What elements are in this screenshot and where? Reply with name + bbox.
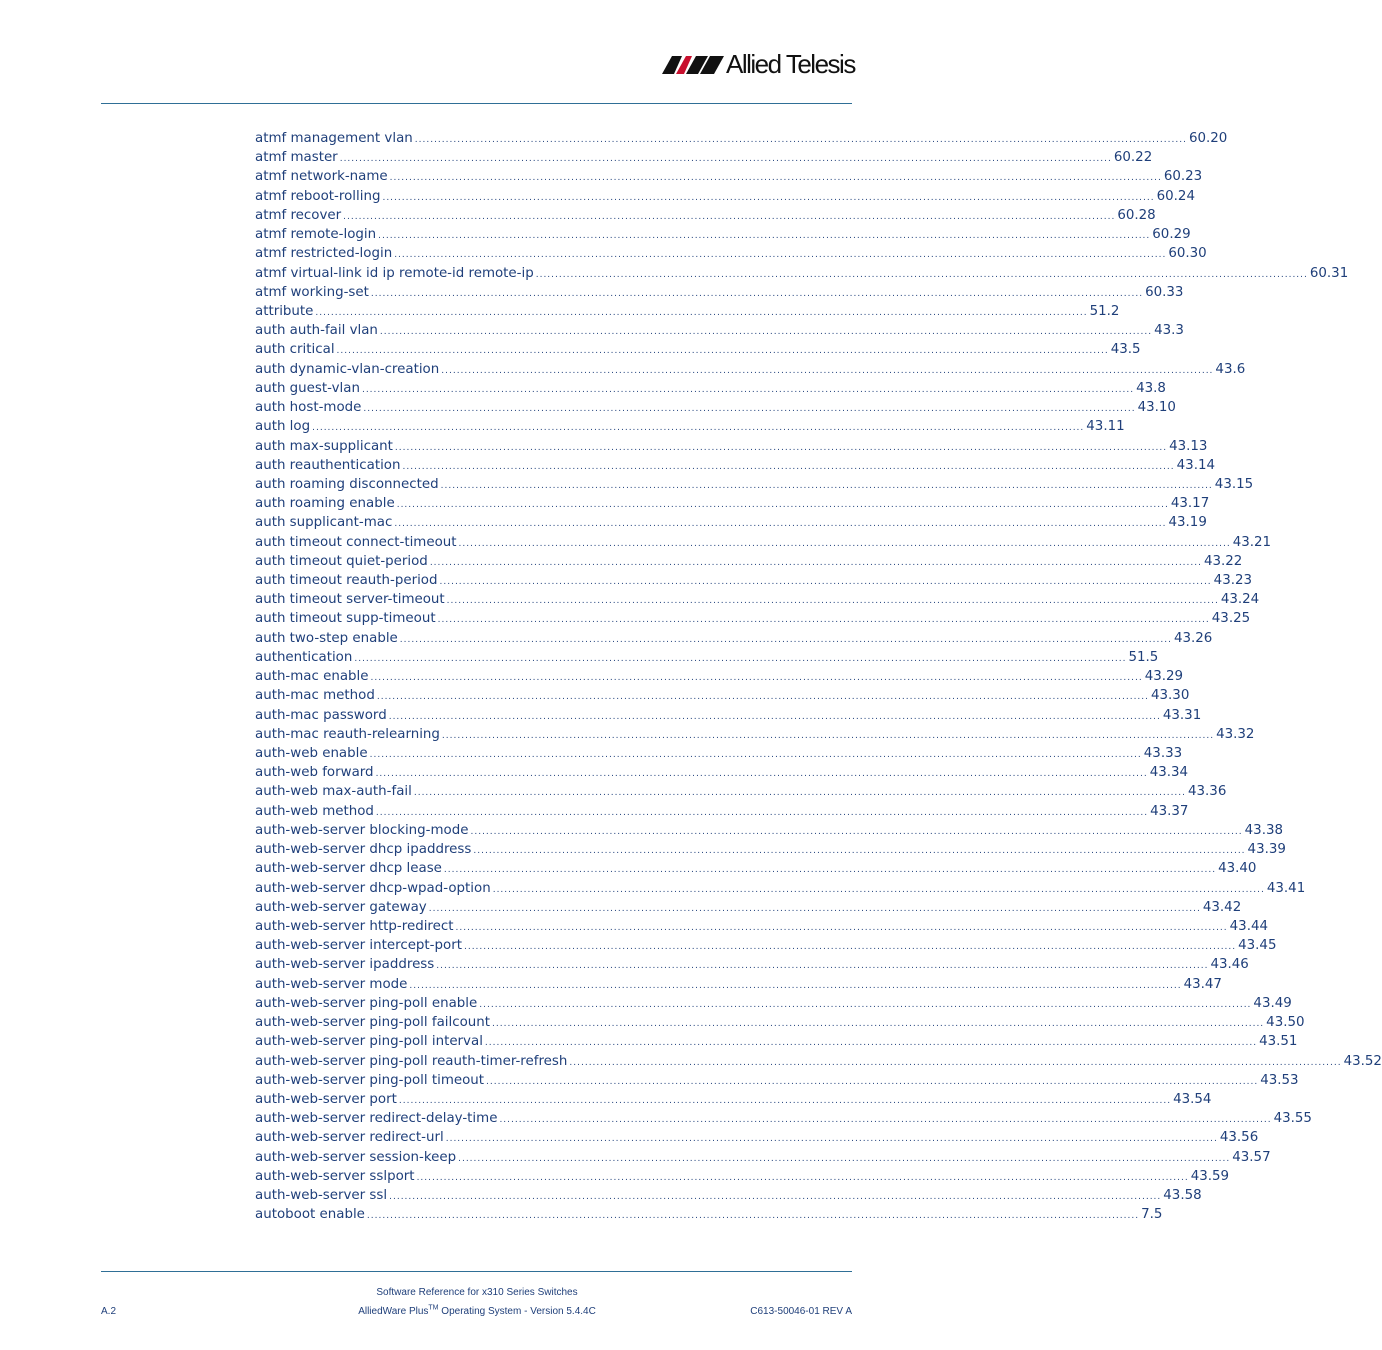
- index-entry-page: 60.23: [1163, 169, 1203, 185]
- index-entry-term: auth log: [255, 419, 311, 435]
- dot-leader: ........................................................................................................................................................................................................: [439, 577, 1212, 588]
- index-entry-page: 43.21: [1232, 534, 1272, 550]
- index-entry-term: auth-web method: [255, 803, 374, 819]
- index-entry-term: auth-web-server http-redirect: [255, 918, 454, 934]
- index-entry-page: 43.40: [1218, 861, 1257, 877]
- index-entry-page: 43.8: [1136, 380, 1166, 396]
- index-entry-term: atmf recover: [255, 207, 342, 223]
- dot-leader: ........................................................................................................................................................................................................: [441, 730, 1215, 741]
- dot-leader: ........................................................................................................................................................................................................: [445, 1134, 1218, 1145]
- dot-leader: ........................................................................................................................................................................................................: [458, 538, 1231, 549]
- dot-leader: ........................................................................................................................................................................................................: [463, 942, 1237, 953]
- index-entry-page: 43.52: [1343, 1053, 1382, 1069]
- index-entry-page: 60.28: [1117, 207, 1156, 223]
- index-entry-term: auth timeout server-timeout: [255, 592, 445, 608]
- dot-leader: ........................................................................................................................................................................................................: [366, 1211, 1140, 1222]
- index-entry-page: 43.37: [1150, 803, 1189, 819]
- dot-leader: ........................................................................................................................................................................................................: [354, 653, 1127, 664]
- dot-leader: ........................................................................................................................................................................................................: [470, 826, 1243, 837]
- index-entry[interactable]: [255, 398, 1176, 417]
- header-rule: [101, 103, 852, 104]
- index-entry-page: 43.47: [1183, 976, 1222, 992]
- index-entry-term: auth-mac password: [255, 707, 387, 723]
- index-entry[interactable]: [255, 648, 1159, 667]
- index-entry-term: auth-web-server mode: [255, 976, 408, 992]
- index-entry-page: 43.6: [1215, 361, 1246, 377]
- dot-leader: ........................................................................................................................................................................................................: [443, 865, 1217, 876]
- footer-rule: [101, 1271, 852, 1272]
- logo-text: Allied Telesis: [726, 48, 855, 79]
- index-entry-page: 7.5: [1141, 1207, 1163, 1223]
- index-entry-term: auth roaming disconnected: [255, 476, 439, 492]
- dot-leader: ........................................................................................................................................................................................................: [409, 980, 1182, 991]
- index-entry[interactable]: [255, 206, 1156, 225]
- index-entry-term: atmf management vlan: [255, 131, 413, 146]
- index-entry[interactable]: [255, 552, 1243, 571]
- index-entry-term: auth host-mode: [255, 400, 362, 416]
- index-entry-term: auth-web-server redirect-delay-time: [255, 1111, 498, 1127]
- index-entry-term: atmf network-name: [255, 169, 388, 185]
- index-entry-term: auth-web max-auth-fail: [255, 784, 412, 800]
- index-entry-page: 43.31: [1162, 707, 1202, 723]
- index-entry-term: autoboot enable: [255, 1207, 365, 1223]
- index-entry-term: auth-web-server ssl: [255, 1188, 388, 1204]
- dot-leader: ........................................................................................................................................................................................................: [458, 1153, 1231, 1164]
- index-entry-page: 43.46: [1210, 957, 1249, 973]
- index-entry[interactable]: [255, 975, 1222, 994]
- index-entry[interactable]: [255, 879, 1306, 898]
- index-entry[interactable]: [255, 283, 1184, 302]
- logo-mark-icon: [662, 52, 724, 76]
- index-entry[interactable]: [255, 360, 1246, 379]
- dot-leader: ........................................................................................................................................................................................................: [473, 846, 1246, 857]
- index-entry[interactable]: [255, 264, 1349, 283]
- index-entry-term: authentication: [255, 649, 353, 665]
- index-entry-page: 43.42: [1202, 899, 1242, 915]
- dot-leader: ........................................................................................................................................................................................................: [394, 250, 1167, 261]
- index-entry-page: 43.53: [1260, 1072, 1299, 1088]
- index-entry-term: auth-mac method: [255, 688, 375, 704]
- index-entry-term: atmf virtual-link id ip remote-id remote-ip: [255, 265, 534, 281]
- index-entry-page: 43.24: [1220, 592, 1260, 608]
- index-entry[interactable]: [255, 706, 1202, 725]
- index-entry[interactable]: [255, 629, 1213, 648]
- dot-leader: ........................................................................................................................................................................................................: [343, 211, 1116, 222]
- dot-leader: ........................................................................................................................................................................................................: [399, 634, 1172, 645]
- dot-leader: ........................................................................................................................................................................................................: [428, 903, 1201, 914]
- index-entry-term: auth-web-server ping-poll reauth-timer-refresh: [255, 1053, 568, 1069]
- index-entry[interactable]: [255, 187, 1195, 206]
- index-entry[interactable]: [255, 802, 1189, 821]
- index-entry-page: 43.30: [1151, 688, 1190, 704]
- footer-doc-code: C613-50046-01 REV A: [750, 1306, 852, 1317]
- footer-page-number: A.2: [101, 1306, 117, 1317]
- index-entry-page: 43.51: [1259, 1034, 1298, 1050]
- index-entry-page: 43.34: [1149, 765, 1189, 781]
- index-entry[interactable]: [255, 456, 1215, 475]
- index-entry[interactable]: [255, 667, 1184, 686]
- dot-leader: ........................................................................................................................................................................................................: [376, 692, 1150, 703]
- index-entry-page: 43.32: [1216, 726, 1255, 742]
- dot-leader: ........................................................................................................................................................................................................: [484, 1038, 1258, 1049]
- index-entry-term: atmf reboot-rolling: [255, 188, 381, 204]
- index-entry-term: auth dynamic-vlan-creation: [255, 361, 440, 377]
- index-entry[interactable]: [255, 167, 1203, 186]
- index-entry-page: 43.5: [1110, 342, 1141, 358]
- dot-leader: ........................................................................................................................................................................................................: [398, 1095, 1172, 1106]
- index-entry[interactable]: [255, 686, 1190, 705]
- dot-leader: ........................................................................................................................................................................................................: [414, 135, 1187, 145]
- index-entry-term: auth max-supplicant: [255, 438, 393, 454]
- index-entry-page: 43.50: [1266, 1015, 1305, 1031]
- dot-leader: ........................................................................................................................................................................................................: [429, 557, 1202, 568]
- dot-leader: ........................................................................................................................................................................................................: [379, 327, 1153, 338]
- dot-leader: ........................................................................................................................................................................................................: [440, 480, 1213, 491]
- index-entry[interactable]: [255, 244, 1207, 263]
- index-entry-page: 43.55: [1273, 1111, 1312, 1127]
- index-entry[interactable]: [255, 417, 1125, 436]
- index-entry-term: auth-web forward: [255, 765, 374, 781]
- dot-leader: ........................................................................................................................................................................................................: [413, 788, 1187, 799]
- dot-leader: ........................................................................................................................................................................................................: [315, 307, 1088, 318]
- dot-leader: ........................................................................................................................................................................................................: [436, 961, 1209, 972]
- dot-leader: ........................................................................................................................................................................................................: [375, 769, 1148, 780]
- index-entry-term: auth-web-server port: [255, 1091, 397, 1107]
- index-entry-page: 51.5: [1128, 649, 1159, 665]
- index-entry-page: 60.22: [1113, 150, 1153, 166]
- index-entry-page: 43.59: [1190, 1168, 1230, 1184]
- dot-leader: ........................................................................................................................................................................................................: [363, 404, 1136, 415]
- index-entry-term: auth-web-server ping-poll interval: [255, 1034, 483, 1050]
- index-entry-page: 43.39: [1247, 842, 1286, 858]
- index-entry-term: auth-web-server ping-poll enable: [255, 995, 478, 1011]
- index-entry[interactable]: [255, 437, 1208, 456]
- index-entry-page: 60.20: [1188, 131, 1228, 146]
- index-entry[interactable]: [255, 955, 1249, 974]
- index-entry-page: 43.58: [1163, 1188, 1202, 1204]
- index-entry[interactable]: [255, 936, 1277, 955]
- index-entry[interactable]: [255, 148, 1153, 167]
- footer-doc-title: Software Reference for x310 Series Switches: [376, 1287, 578, 1298]
- dot-leader: ........................................................................................................................................................................................................: [394, 442, 1168, 453]
- dot-leader: ........................................................................................................................................................................................................: [402, 461, 1175, 472]
- index-entry[interactable]: [255, 1148, 1271, 1167]
- index-entry-term: auth-mac reauth-relearning: [255, 726, 440, 742]
- dot-leader: ........................................................................................................................................................................................................: [378, 231, 1151, 242]
- index-entry[interactable]: [255, 1128, 1259, 1147]
- index-entry-term: auth-web-server blocking-mode: [255, 822, 469, 838]
- company-logo: [662, 48, 857, 80]
- index-entry[interactable]: [255, 302, 1120, 321]
- index-entry[interactable]: [255, 859, 1257, 878]
- index-entry-term: atmf working-set: [255, 284, 369, 300]
- index-entry[interactable]: [255, 1186, 1202, 1205]
- index-entry[interactable]: [255, 763, 1189, 782]
- index-entry-term: auth-web-server ping-poll failcount: [255, 1015, 490, 1031]
- dot-leader: ........................................................................................................................................................................................................: [396, 500, 1169, 511]
- index-entry[interactable]: [255, 1167, 1230, 1186]
- dot-leader: ........................................................................................................................................................................................................: [492, 1019, 1265, 1030]
- index-entry[interactable]: [255, 1052, 1382, 1071]
- index-entry-page: 43.11: [1086, 419, 1125, 435]
- index-entry-page: 43.41: [1266, 880, 1306, 896]
- index-entry-page: 43.19: [1168, 515, 1207, 531]
- index-entry-term: auth supplicant-mac: [255, 515, 393, 531]
- index-entry-term: auth-mac enable: [255, 669, 369, 685]
- index-entry-page: 60.33: [1145, 284, 1184, 300]
- index-list: [255, 129, 1382, 1224]
- index-entry-page: 43.25: [1211, 611, 1251, 627]
- index-entry[interactable]: [255, 782, 1227, 801]
- index-entry[interactable]: [255, 1071, 1299, 1090]
- index-entry[interactable]: [255, 1205, 1163, 1224]
- index-entry[interactable]: [255, 898, 1242, 917]
- dot-leader: ........................................................................................................................................................................................................: [339, 154, 1112, 165]
- dot-leader: ........................................................................................................................................................................................................: [416, 1172, 1189, 1183]
- dot-leader: ........................................................................................................................................................................................................: [312, 423, 1085, 434]
- index-entry-page: 43.15: [1214, 476, 1254, 492]
- index-entry-term: auth two-step enable: [255, 630, 398, 646]
- index-entry-page: 43.13: [1169, 438, 1208, 454]
- index-entry-page: 43.29: [1144, 669, 1184, 685]
- dot-leader: ........................................................................................................................................................................................................: [441, 365, 1214, 376]
- index-entry-page: 43.17: [1170, 496, 1210, 512]
- index-entry-page: 60.24: [1156, 188, 1195, 204]
- index-entry-page: 43.10: [1137, 400, 1176, 416]
- index-entry[interactable]: [255, 513, 1207, 532]
- index-entry[interactable]: [255, 609, 1251, 628]
- index-entry-page: 60.31: [1309, 265, 1349, 281]
- index-entry[interactable]: [255, 533, 1272, 552]
- index-entry[interactable]: [255, 379, 1166, 398]
- index-entry-page: 43.56: [1219, 1130, 1259, 1146]
- index-entry[interactable]: [255, 744, 1183, 763]
- dot-leader: ........................................................................................................................................................................................................: [486, 1076, 1259, 1087]
- index-entry-term: auth-web enable: [255, 746, 368, 761]
- index-entry[interactable]: [255, 1109, 1312, 1128]
- index-entry-page: 43.49: [1253, 995, 1292, 1011]
- index-entry-term: auth-web-server redirect-url: [255, 1130, 444, 1146]
- index-entry-page: 43.54: [1173, 1091, 1212, 1107]
- dot-leader: ........................................................................................................................................................................................................: [394, 519, 1167, 530]
- index-entry-page: 43.45: [1238, 938, 1277, 954]
- index-entry-page: 43.36: [1188, 784, 1227, 800]
- index-entry-page: 43.38: [1244, 822, 1283, 838]
- dot-leader: ........................................................................................................................................................................................................: [499, 1115, 1272, 1126]
- index-entry-term: atmf restricted-login: [255, 246, 393, 262]
- dot-leader: ........................................................................................................................................................................................................: [437, 615, 1210, 626]
- trademark-mark: TM: [428, 1304, 439, 1312]
- index-entry[interactable]: [255, 129, 1228, 148]
- dot-leader: ........................................................................................................................................................................................................: [479, 999, 1252, 1010]
- dot-leader: ........................................................................................................................................................................................................: [369, 750, 1142, 760]
- index-entry[interactable]: [255, 840, 1286, 859]
- index-entry-term: auth-web-server dhcp-wpad-option: [255, 880, 491, 896]
- index-entry-term: auth critical: [255, 342, 335, 358]
- index-entry[interactable]: [255, 917, 1268, 936]
- index-entry[interactable]: [255, 340, 1141, 359]
- index-entry-term: auth timeout supp-timeout: [255, 611, 436, 627]
- dot-leader: ........................................................................................................................................................................................................: [492, 884, 1265, 895]
- index-entry-term: auth-web-server ipaddress: [255, 957, 435, 973]
- index-entry-page: 43.26: [1173, 630, 1213, 646]
- os-version-text: Operating System - Version 5.4.4C: [438, 1306, 596, 1317]
- index-entry-page: 43.3: [1154, 323, 1184, 339]
- index-entry-term: auth reauthentication: [255, 457, 401, 473]
- index-entry-term: attribute: [255, 303, 314, 319]
- index-entry[interactable]: [255, 571, 1253, 590]
- index-entry[interactable]: [255, 821, 1283, 840]
- dot-leader: ........................................................................................................................................................................................................: [389, 1192, 1162, 1203]
- index-entry[interactable]: [255, 590, 1260, 609]
- index-entry-term: auth auth-fail vlan: [255, 323, 378, 339]
- index-entry-term: atmf remote-login: [255, 227, 377, 243]
- index-entry[interactable]: [255, 1090, 1212, 1109]
- index-entry-page: 60.30: [1168, 246, 1207, 262]
- dot-leader: ........................................................................................................................................................................................................: [370, 288, 1144, 299]
- index-entry-page: 43.14: [1176, 457, 1215, 473]
- index-entry[interactable]: [255, 1032, 1298, 1051]
- index-entry[interactable]: [255, 494, 1210, 513]
- index-entry-term: auth-web-server intercept-port: [255, 938, 462, 954]
- index-entry-page: 43.23: [1213, 573, 1253, 589]
- index-entry[interactable]: [255, 994, 1292, 1013]
- os-name: AlliedWare Plus: [358, 1306, 429, 1317]
- dot-leader: ........................................................................................................................................................................................................: [388, 711, 1161, 722]
- index-entry-term: atmf master: [255, 150, 338, 166]
- index-entry-term: auth timeout reauth-period: [255, 573, 438, 589]
- dot-leader: ........................................................................................................................................................................................................: [535, 269, 1308, 280]
- index-entry-page: 43.57: [1232, 1149, 1271, 1165]
- index-entry-page: 43.44: [1229, 918, 1268, 934]
- index-entry[interactable]: [255, 1013, 1305, 1032]
- index-entry-page: 43.22: [1203, 553, 1243, 569]
- index-entry[interactable]: [255, 321, 1184, 340]
- dot-leader: ........................................................................................................................................................................................................: [361, 384, 1135, 395]
- dot-leader: ........................................................................................................................................................................................................: [336, 346, 1109, 357]
- dot-leader: ........................................................................................................................................................................................................: [389, 173, 1162, 184]
- index-entry-term: auth-web-server dhcp ipaddress: [255, 842, 472, 858]
- index-entry-term: auth-web-server sslport: [255, 1168, 415, 1184]
- index-entry[interactable]: [255, 225, 1191, 244]
- index-entry-term: auth roaming enable: [255, 496, 395, 512]
- dot-leader: ........................................................................................................................................................................................................: [370, 673, 1143, 684]
- index-entry-term: auth timeout connect-timeout: [255, 534, 457, 550]
- index-entry-page: 43.33: [1143, 746, 1183, 761]
- index-entry-page: 60.29: [1152, 227, 1191, 243]
- index-entry-term: auth guest-vlan: [255, 380, 360, 396]
- index-entry[interactable]: [255, 475, 1254, 494]
- dot-leader: ........................................................................................................................................................................................................: [375, 807, 1149, 818]
- dot-leader: ........................................................................................................................................................................................................: [446, 596, 1219, 607]
- index-entry-term: auth-web-server dhcp lease: [255, 861, 442, 877]
- index-entry-term: auth timeout quiet-period: [255, 553, 428, 569]
- index-entry[interactable]: [255, 725, 1255, 744]
- dot-leader: ........................................................................................................................................................................................................: [455, 922, 1228, 933]
- index-entry-page: 51.2: [1089, 303, 1120, 319]
- index-entry-term: auth-web-server session-keep: [255, 1149, 457, 1165]
- dot-leader: ........................................................................................................................................................................................................: [382, 192, 1155, 203]
- dot-leader: ........................................................................................................................................................................................................: [569, 1057, 1342, 1068]
- index-entry-term: auth-web-server ping-poll timeout: [255, 1072, 485, 1088]
- index-entry-term: auth-web-server gateway: [255, 899, 427, 915]
